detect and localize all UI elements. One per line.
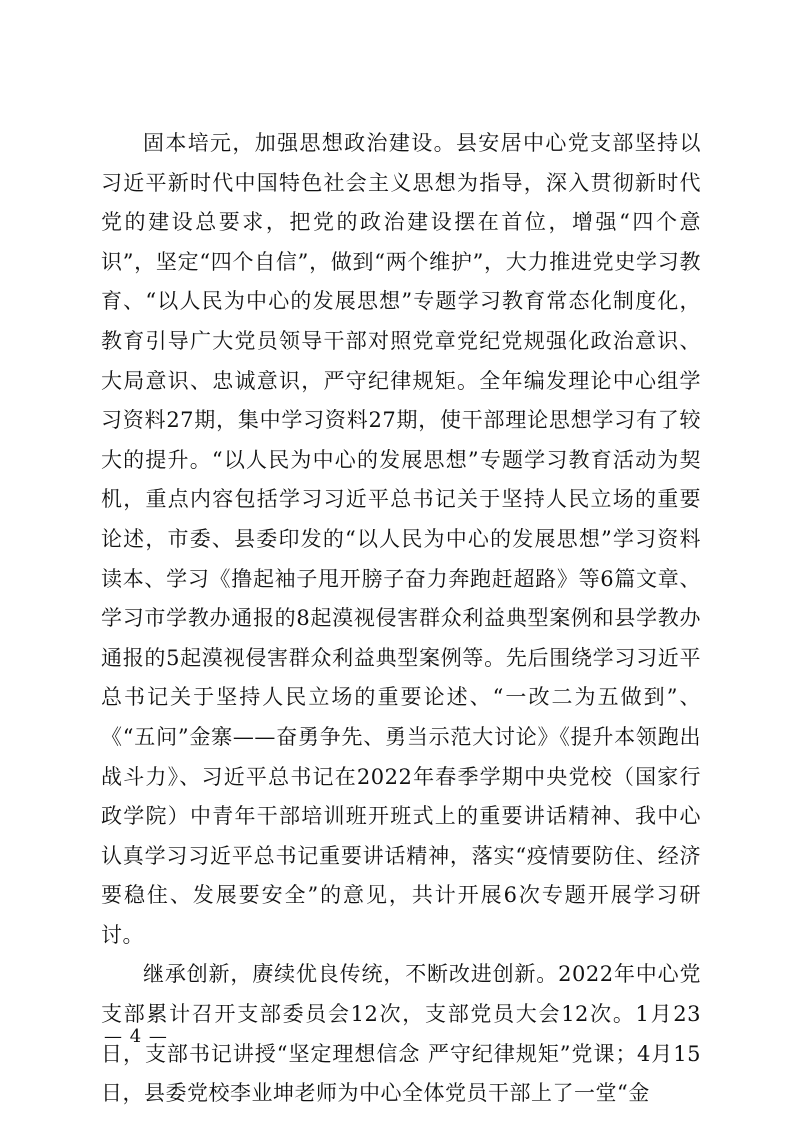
body-text xyxy=(101,124,701,1114)
page-number: — 4 — xyxy=(104,1026,168,1047)
paragraph-inheritance-innovation: 继承创新，赓续优良传统，不断改进创新。2022年中心党支部累计召开支部委员会12次，支部党员大会12次。1月23日，支部书记讲授“坚定理想信念 严守纪律规矩”党课；4月15日，县委党校李业坤老师为中心全体党员干部上了一堂“金 xyxy=(101,962,701,1106)
paragraph-political-construction: 固本培元，加强思想政治建设。县安居中心党支部坚持以习近平新时代中国特色社会主义思想为指导，深入贯彻新时代党的建设总要求，把党的政治建设摆在首位，增强“四个意识”，坚定“四个自信”，做到“两个维护”，大力推进党史学习教育、“以人民为中心的发展思想”专题学习教育常态化制度化，教育引导广大党员领导干部对照党章党纪党规强化政治意识、大局意识、忠诚意识，严守纪律规矩。全年编发理论中心组学习资料27期，集中学习资料27期，使干部理论思想学习有了较大的提升。“以人民为中心的发展思想”专题学习教育活动为契机，重点内容包括学习习近平总书记关于坚持人民立场的重要论述，市委、县委印发的“以人民为中心的发展思想”学习资料读本、学习《撸起袖子甩开膀子奋力奔跑赶超路》等6篇文章、学习市学教办通报的8起漠视侵害群众利益典型案例和县学教办通报的5起漠视侵害群众利益典型案例等。先后围绕学习习近平总书记关于坚持人民立场的重要论述、“一改二为五做到”、《“五问”金寨——奋勇争先、勇当示范大讨论》《提升本领跑出战斗力》、习近平总书记在2022年春季学期中央党校（国家行政学院）中青年干部培训班开班式上的重要讲话精神、我中心认真学习习近平总书记重要讲话精神，落实“疫情要防住、经济要稳住、发展要安全”的意见，共计开展6次专题开展学习研讨。 xyxy=(101,131,701,947)
